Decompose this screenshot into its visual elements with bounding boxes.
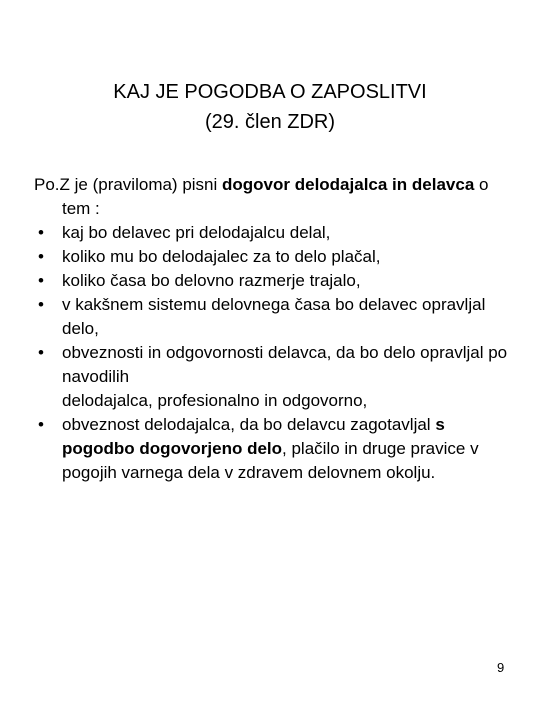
list-item [34,269,514,293]
bullet-icon: • [38,247,44,266]
list-item-text-after: , plačilo in druge pravice v pogojih varnega dela v zdravem delovnem okolju. [62,439,479,482]
list-item-bold: s pogodbo dogovorjeno delo [62,415,445,458]
list-item-text: v kakšnem sistemu delovnega časa bo delavec opravljal delo, [62,295,486,338]
list-item-continuation: delodajalca, profesionalno in odgovorno, [62,391,368,410]
intro-paragraph [34,173,514,221]
list-item [34,341,514,413]
list-item [34,221,514,245]
list-item [34,293,514,341]
list-item-text: koliko časa bo delovno razmerje trajalo, [62,271,361,290]
slide-body [34,173,514,485]
list-item-text: kaj bo delavec pri delodajalcu delal, [62,223,331,242]
bullet-icon: • [38,295,44,314]
list-item [34,245,514,269]
intro-bold-1: dogovor delodajalca in [222,175,408,194]
page-number: 9 [497,660,505,675]
list-item-text: koliko mu bo delodajalec za to delo plačal, [62,247,381,266]
slide-title: KAJ JE POGODBA O ZAPOSLITVI [113,81,427,103]
intro-bold-2: delavca [411,175,475,194]
bullet-icon: • [38,343,44,362]
list-item [34,413,514,485]
bullet-icon: • [38,223,44,242]
bullet-list [34,221,514,485]
intro-prefix: Po.Z je (praviloma) pisni [34,175,223,194]
list-item-text-before: obveznost delodajalca, da bo delavcu zagotavljal [62,415,436,434]
intro-suffix: o tem : [62,175,489,218]
slide-subtitle: (29. člen ZDR) [204,111,336,133]
list-item-text: obveznosti in odgovornosti delavca, da bo delo opravljal po navodilih [62,343,508,386]
bullet-icon: • [38,271,44,290]
bullet-icon: • [38,415,44,434]
